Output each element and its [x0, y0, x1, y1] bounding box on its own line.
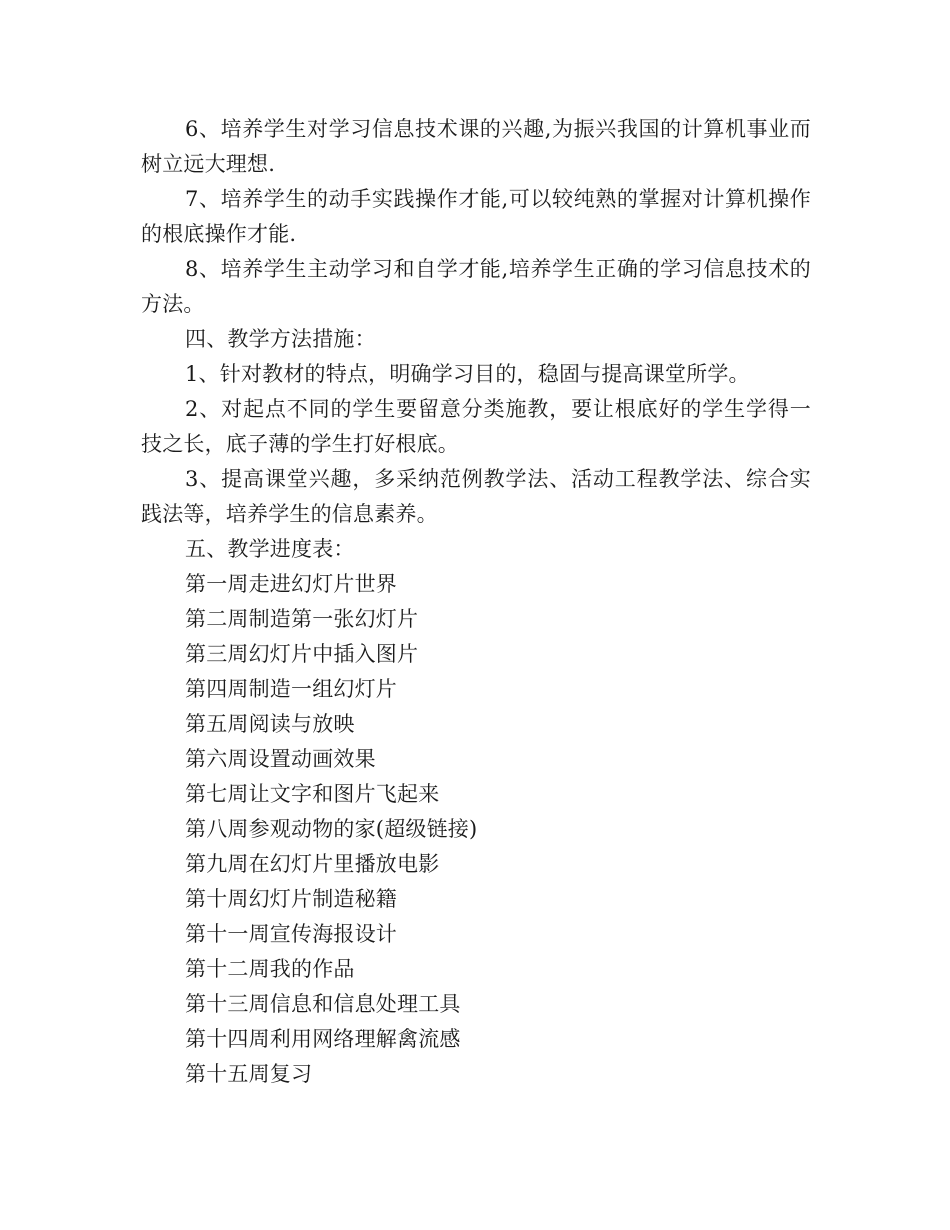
schedule-week-7: 第七周让文字和图片飞起来	[185, 782, 440, 806]
schedule-week-3: 第三周幻灯片中插入图片	[185, 642, 419, 666]
schedule-week-5: 第五周阅读与放映	[185, 712, 355, 736]
schedule-week-11: 第十一周宣传海报设计	[185, 922, 397, 946]
method-item-3: 3、提高课堂兴趣，多采纳范例教学法、活动工程教学法、综合实践法等，培养学生的信息素养。	[141, 467, 811, 526]
schedule-heading: 五、教学进度表：	[185, 537, 355, 561]
schedule-week-10: 第十周幻灯片制造秘籍	[185, 887, 397, 911]
method-item-2: 2、对起点不同的学生要留意分类施教，要让根底好的学生学得一技之长，底子薄的学生打好根底。	[141, 397, 811, 456]
methods-heading: 四、教学方法措施：	[185, 327, 376, 351]
schedule-week-14: 第十四周利用网络理解禽流感	[185, 1027, 461, 1051]
schedule-week-8: 第八周参观动物的家(超级链接)	[185, 817, 478, 841]
schedule-week-9: 第九周在幻灯片里播放电影	[185, 852, 440, 876]
schedule-week-15: 第十五周复习	[185, 1062, 313, 1086]
goal-paragraph-8: 8、培养学生主动学习和自学才能,培养学生正确的学习信息技术的方法。	[141, 257, 811, 316]
schedule-week-1: 第一周走进幻灯片世界	[185, 572, 397, 596]
schedule-week-2: 第二周制造第一张幻灯片	[185, 607, 419, 631]
goal-paragraph-7: 7、培养学生的动手实践操作才能,可以较纯熟的掌握对计算机操作的根底操作才能.	[141, 187, 811, 246]
goal-paragraph-6: 6、培养学生对学习信息技术课的兴趣,为振兴我国的计算机事业而树立远大理想.	[141, 117, 811, 176]
method-item-1: 1、针对教材的特点，明确学习目的，稳固与提高课堂所学。	[185, 362, 750, 386]
schedule-week-12: 第十二周我的作品	[185, 957, 355, 981]
document-body	[141, 112, 811, 1092]
schedule-week-6: 第六周设置动画效果	[185, 747, 376, 771]
schedule-week-4: 第四周制造一组幻灯片	[185, 677, 397, 701]
schedule-week-13: 第十三周信息和信息处理工具	[185, 992, 461, 1016]
